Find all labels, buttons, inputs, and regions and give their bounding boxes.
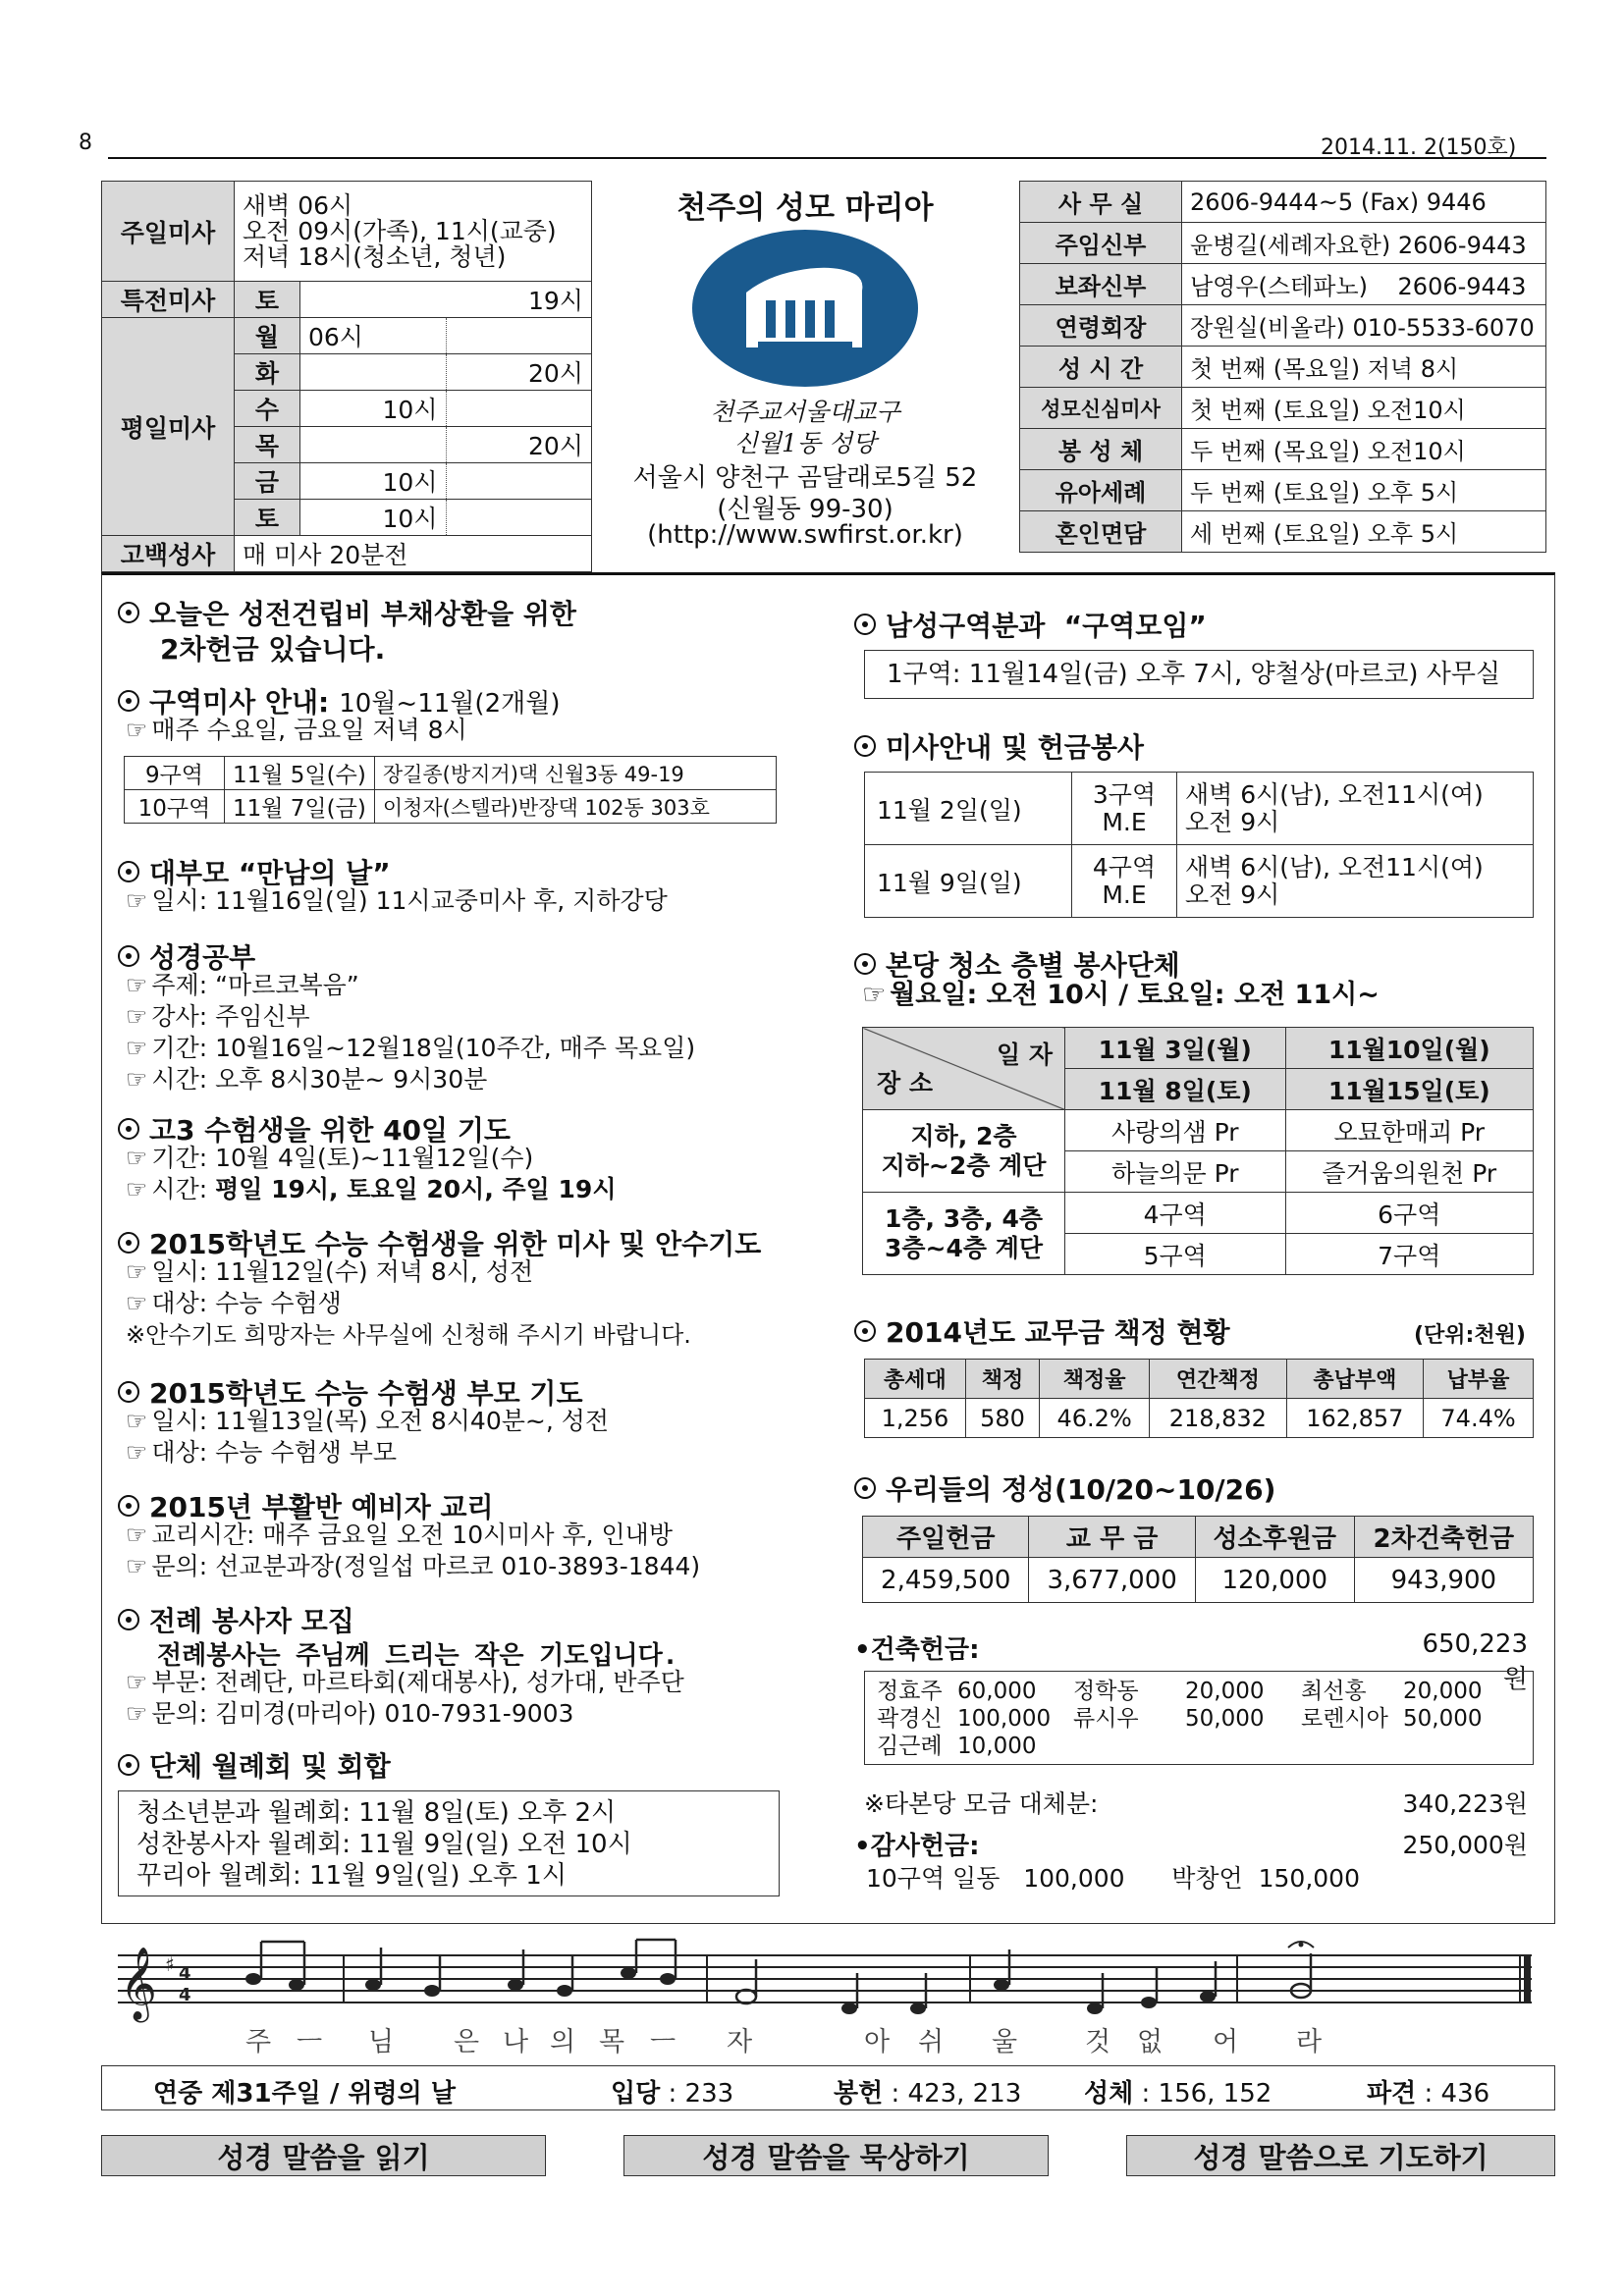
contact-value: 남영우(스테파노) 2606-9443 [1182,264,1546,305]
mass-service-table [864,772,1534,918]
donor-amount: 20,000 [1185,1679,1265,1704]
donor-name: 로렌시아 [1301,1706,1388,1732]
donor-amount: 50,000 [1403,1706,1483,1732]
contact-value: 두 번째 (목요일) 오전10시 [1182,429,1546,470]
read-scripture-button[interactable]: 성경 말씀을 읽기 [101,2135,546,2176]
section-bible-study: 성경공부 [118,936,255,976]
bullet-icon [854,1477,876,1499]
section-exam-mass: 2015학년도 수능 수험생을 위한 미사 및 안수기도 [118,1223,761,1262]
donor-name: 정학동 [1073,1679,1139,1704]
contact-label: 주임신부 [1020,223,1182,264]
lyric-syllable: 나 [503,2027,529,2057]
contact-label: 성모신심미사 [1020,388,1182,429]
table-row: 9구역 11월 5일(수) 장길종(방지거)댁 신월3동 49-19 [125,757,777,790]
lyric-syllable: 것 [1085,2027,1111,2057]
pointing-hand-icon: ☞ [126,1144,148,1172]
pointing-hand-icon: ☞ [126,1668,148,1696]
notice-second-collection: 오늘은 성전건립비 부채상환을 위한 [118,593,576,632]
logo-caption-2: 신월1동 성당 [733,429,877,457]
bullet-icon [854,735,876,757]
contact-label: 보좌신부 [1020,264,1182,305]
lyric-syllable: 목 [599,2027,625,2057]
bullet-icon [118,1232,139,1254]
bullet-icon [118,861,139,882]
lyric-syllable: 주 [245,2027,272,2057]
logo-caption-1: 천주교서울대교구 [710,398,900,426]
pointing-hand-icon: ☞ [126,1521,148,1549]
pointing-hand-icon: ☞ [126,971,148,999]
parish-website[interactable]: (http://www.swfirst.or.kr) [647,520,963,550]
donor-name: 김근례 [877,1734,943,1759]
hymn-bar [101,2065,1555,2110]
lyric-syllable: 은 [454,2027,480,2057]
cleaning-corner: 일 자 장 소 [863,1028,1065,1110]
dues-unit: (단위:천원) [1414,1323,1526,1348]
bullet-icon [118,1609,139,1630]
page-number: 8 [79,131,92,155]
cleaning-table: 일 자 장 소 11월 3일(월) 11월10일(월) 11월 8일(토) 11월15일(토) 지하, 2층 지하~2층 계단 사랑의샘 Pr 오묘한매괴 Pr 하늘의문 Pr 즐거움의원천 Pr 1층, 3층, 4층 3층~4층 계단 4구역 6구역 5구역 7구역 [862,1027,1534,1275]
weekday-time: 10시 [300,463,447,500]
building-fund-label: •건축헌금: [854,1635,980,1665]
weekday-day: 금 [235,463,300,500]
exam-mass-subs: ☞ 일시: 11월12일(수) 저녁 8시, 성전 ☞ 대상: 수능 수험생 ※안수기도 희망자는 사무실에 신청해 주시기 바랍니다. [126,1257,691,1349]
pointing-hand-icon: ☞ [126,886,148,915]
lyric-syllable: 의 [550,2027,576,2057]
bullet-icon [118,602,139,623]
weekday-time: 06시 [300,318,447,354]
table-row: 10구역 11월 7일(금) 이청자(스텔라)반장댁 102동 303호 [125,790,777,824]
donor-amount: 100,000 [957,1706,1052,1732]
sunday-mass-label: 주일미사 [102,182,235,282]
lyric-syllable: 쉬 [918,2027,945,2057]
pointing-hand-icon: ☞ [126,1257,148,1286]
parish-title: 천주의 성모 마리아 [677,190,934,226]
section-group-meetings: 단체 월례회 및 회합 [118,1745,391,1785]
bible-study-subs: ☞ 주제: “마르코복음” ☞ 강사: 주임신부 ☞ 기간: 10월16일~12월18일(10주간, 매주 목요일) ☞ 시간: 오후 8시30분~ 9시30분 [126,971,696,1094]
table-row: 지하, 2층 지하~2층 계단 사랑의샘 Pr 오묘한매괴 Pr [863,1110,1534,1151]
pointing-hand-icon: ☞ [126,1175,148,1203]
parish-address-2: (신월동 99-30) [717,495,893,524]
bullet-icon [118,1754,139,1776]
pointing-hand-icon: ☞ [126,716,148,744]
offerings-table: 주일헌금 교 무 금 성소후원금 2차건축헌금 2,459,500 3,677,000 120,000 943,900 [862,1516,1534,1603]
parish-address-1: 서울시 양천구 곰달래로5길 52 [632,463,978,493]
contact-label: 연령회장 [1020,305,1182,347]
bullet-icon [118,945,139,967]
table-row: 1층, 3층, 4층 3층~4층 계단 4구역 6구역 [863,1193,1534,1234]
pointing-hand-icon: ☞ [126,1065,148,1094]
weekday-day: 월 [235,318,300,354]
section-cleaning: 본당 청소 층별 봉사단체 [854,944,1180,984]
hymn-communion: 성체 : 156, 152 [1084,2079,1272,2109]
parish-logo [687,228,923,390]
building-fund-total: 650,223원 [1422,1629,1528,1694]
hymn-offertory: 봉헌 : 423, 213 [834,2079,1022,2109]
district-mass-sub: ☞ 매주 수요일, 금요일 저녁 8시 [126,716,467,744]
table-row: 5구역 7구역 [863,1234,1534,1275]
contact-value: 첫 번째 (토요일) 오전10시 [1182,388,1546,429]
svg-text:𝄞: 𝄞 [120,1948,157,2020]
section-liturgy-volunteers: 전례 봉사자 모집 [118,1600,354,1639]
bullet-icon [118,690,139,712]
hymn-entrance: 입당 : 233 [611,2079,734,2109]
lyric-syllable: 님 [368,2027,395,2057]
bullet-icon [118,1381,139,1403]
lyric-syllable: 어 [1213,2027,1239,2057]
pointing-hand-icon: ☞ [126,1034,148,1062]
special-mass-label: 특전미사 [102,282,235,318]
sunday-line-1: 새벽 06시 [243,190,353,220]
contact-value: 장원실(비올라) 010-5533-6070 [1182,305,1546,347]
liturgy-subs: ☞ 부문: 전례단, 마르타회(제대봉사), 성가대, 반주단 ☞ 문의: 김미경(마리아) 010-7931-9003 [126,1668,684,1728]
contact-label: 혼인면담 [1020,511,1182,553]
confession-label: 고백성사 [102,536,235,572]
table-row: 하늘의문 Pr 즐거움의원천 Pr [863,1151,1534,1193]
section-godparents: 대부모 “만남의 날” [118,852,391,891]
liturgy-motto: 전례봉사는 주님께 드리는 작은 기도입니다. [157,1641,678,1671]
donor-name: 정효주 [877,1679,943,1704]
bullet-icon [854,1320,876,1342]
pointing-hand-icon: ☞ [126,1289,148,1317]
weekday-time: 20시 [446,427,592,463]
district-mass-table [124,756,777,824]
donors-box [864,1671,1534,1765]
section-mens-district: 남성구역분과 “구역모임” [854,605,1207,644]
weekday-time: 10시 [300,500,447,536]
pointing-hand-icon: ☞ [862,980,887,1010]
contact-value: 세 번째 (토요일) 오후 5시 [1182,511,1546,553]
weekday-day: 수 [235,391,300,427]
bullet-icon [854,614,876,635]
bullet-icon [854,953,876,975]
pray-scripture-button[interactable]: 성경 말씀으로 기도하기 [1126,2135,1555,2176]
weekday-time: 20시 [446,354,592,391]
contact-label: 성 시 간 [1020,347,1182,388]
contact-value: 2606-9444~5 (Fax) 9446 [1182,182,1546,223]
pointing-hand-icon: ☞ [126,1552,148,1580]
donor-amount: 50,000 [1185,1706,1265,1732]
table-row: 11월 2일(일) 3구역 M.E 새벽 6시(남), 오전11시(여) 오전 9시 [865,773,1534,845]
catechism-subs: ☞ 교리시간: 매주 금요일 오전 10시미사 후, 인내방 ☞ 문의: 선교분과장(정일섭 마르코 010-3893-1844) [126,1521,701,1580]
godparents-sub: ☞ 일시: 11월16일(일) 11시교중미사 후, 지하강당 [126,886,668,915]
contact-label: 사 무 실 [1020,182,1182,223]
contact-value: 첫 번째 (목요일) 저녁 8시 [1182,347,1546,388]
other-parish-value: 340,223원 [1402,1789,1528,1818]
lyrics-line [118,2020,1532,2059]
donor-amount: 60,000 [957,1679,1037,1704]
pointing-hand-icon: ☞ [126,1699,148,1728]
bullet-icon [118,1118,139,1140]
donor-name: 류시우 [1073,1706,1139,1732]
mens-district-box: 1구역: 11월14일(금) 오후 7시, 양철상(마르코) 사무실 [864,650,1534,699]
cleaning-sub: ☞ 월요일: 오전 10시 / 토요일: 오전 11시~ [862,980,1380,1010]
contact-value: 두 번째 (토요일) 오후 5시 [1182,470,1546,511]
meditate-scripture-button[interactable]: 성경 말씀을 묵상하기 [623,2135,1049,2176]
pointing-hand-icon: ☞ [126,1407,148,1435]
weekday-time: 10시 [300,391,447,427]
dues-table: 총세대 책정 책정율 연간책정 총납부액 납부율 1,256 580 46.2% 218,832 162,857 74.4% [864,1359,1534,1438]
contact-value: 윤병길(세례자요한) 2606-9443 [1182,223,1546,264]
table-row: 2,459,500 3,677,000 120,000 943,900 [863,1558,1534,1603]
lyric-syllable: 아 [864,2027,891,2057]
mass-schedule-table [101,181,592,572]
donor-name: 곽경신 [877,1706,943,1732]
lyric-syllable: 자 [727,2027,753,2057]
lyric-syllable: 울 [992,2027,1018,2057]
lyric-syllable: ㅡ [650,2027,677,2057]
weekday-mass-label: 평일미사 [102,318,235,536]
group-meetings-box: 청소년분과 월례회: 11월 8일(토) 오후 2시 성찬봉사자 월례회: 11월 9일(일) 오전 10시 꾸리아 월례회: 11월 9일(일) 오후 1시 [118,1790,780,1896]
pointing-hand-icon: ☞ [126,1002,148,1031]
donor-amount: 20,000 [1403,1679,1483,1704]
contact-label: 유아세례 [1020,470,1182,511]
sunday-line-3: 저녁 18시(청소년, 청년) [243,241,507,271]
section-mass-service: 미사안내 및 헌금봉사 [854,726,1144,766]
lyric-syllable: 없 [1137,2027,1164,2057]
weekday-day: 화 [235,354,300,391]
other-parish-label: ※타본당 모금 대체분: [864,1789,1099,1818]
weekday-day: 토 [235,500,300,536]
issue-date: 2014.11. 2(150호) [1321,135,1517,160]
special-time: 19시 [300,282,592,318]
sunday-line-2: 오전 09시(가족), 11시(교중) [243,216,557,245]
contact-label: 봉 성 체 [1020,429,1182,470]
lyric-syllable: 라 [1296,2027,1323,2057]
donor-amount: 10,000 [957,1734,1037,1759]
section-offerings: 우리들의 정성(10/20~10/26) [854,1468,1275,1508]
thanks-value: 250,000원 [1402,1831,1528,1859]
contacts-table [1019,181,1546,553]
hymn-dismissal: 파견 : 436 [1367,2079,1490,2109]
notice-second-collection-line2: 2차헌금 있습니다. [160,633,386,666]
parent-prayer-subs: ☞ 일시: 11월13일(목) 오전 8시40분~, 성전 ☞ 대상: 수능 수험생 부모 [126,1407,610,1467]
section-dues: 2014년도 교무금 책정 현황 [854,1311,1230,1351]
donor-name: 최선홍 [1301,1679,1367,1704]
confession-value: 매 미사 20분전 [235,536,592,572]
pointing-hand-icon: ☞ [126,1438,148,1467]
weekday-day: 목 [235,427,300,463]
bullet-icon [118,1495,139,1517]
header-rule [108,157,1546,159]
section-district-mass: 구역미사 안내: 10월~11월(2개월) [118,681,560,721]
svg-text:4: 4 [179,1985,191,2005]
section-parent-prayer: 2015학년도 수능 수험생 부모 기도 [118,1372,583,1412]
section-exam-prayer: 고3 수험생을 위한 40일 기도 [118,1109,511,1148]
table-row: 11월 9일(일) 4구역 M.E 새벽 6시(남), 오전11시(여) 오전 9시 [865,845,1534,918]
svg-text:♯: ♯ [165,1952,175,1976]
svg-text:4: 4 [179,1963,191,1984]
section-catechism: 2015년 부활반 예비자 교리 [118,1486,494,1525]
special-day: 토 [235,282,300,318]
lyric-syllable: ㅡ [297,2027,323,2057]
thanks-label: •감사헌금: [854,1832,980,1861]
sunday-name: 연중 제31주일 / 위령의 날 [153,2079,456,2109]
table-row: 1,256 580 46.2% 218,832 162,857 74.4% [865,1399,1534,1438]
exam-prayer-subs: ☞ 기간: 10월 4일(토)~11월12일(수) ☞ 시간: 평일 19시, 토요일 20시, 주일 19시 [126,1144,617,1203]
thanks-detail: 10구역 일동 100,000 박창언 150,000 [866,1864,1360,1893]
